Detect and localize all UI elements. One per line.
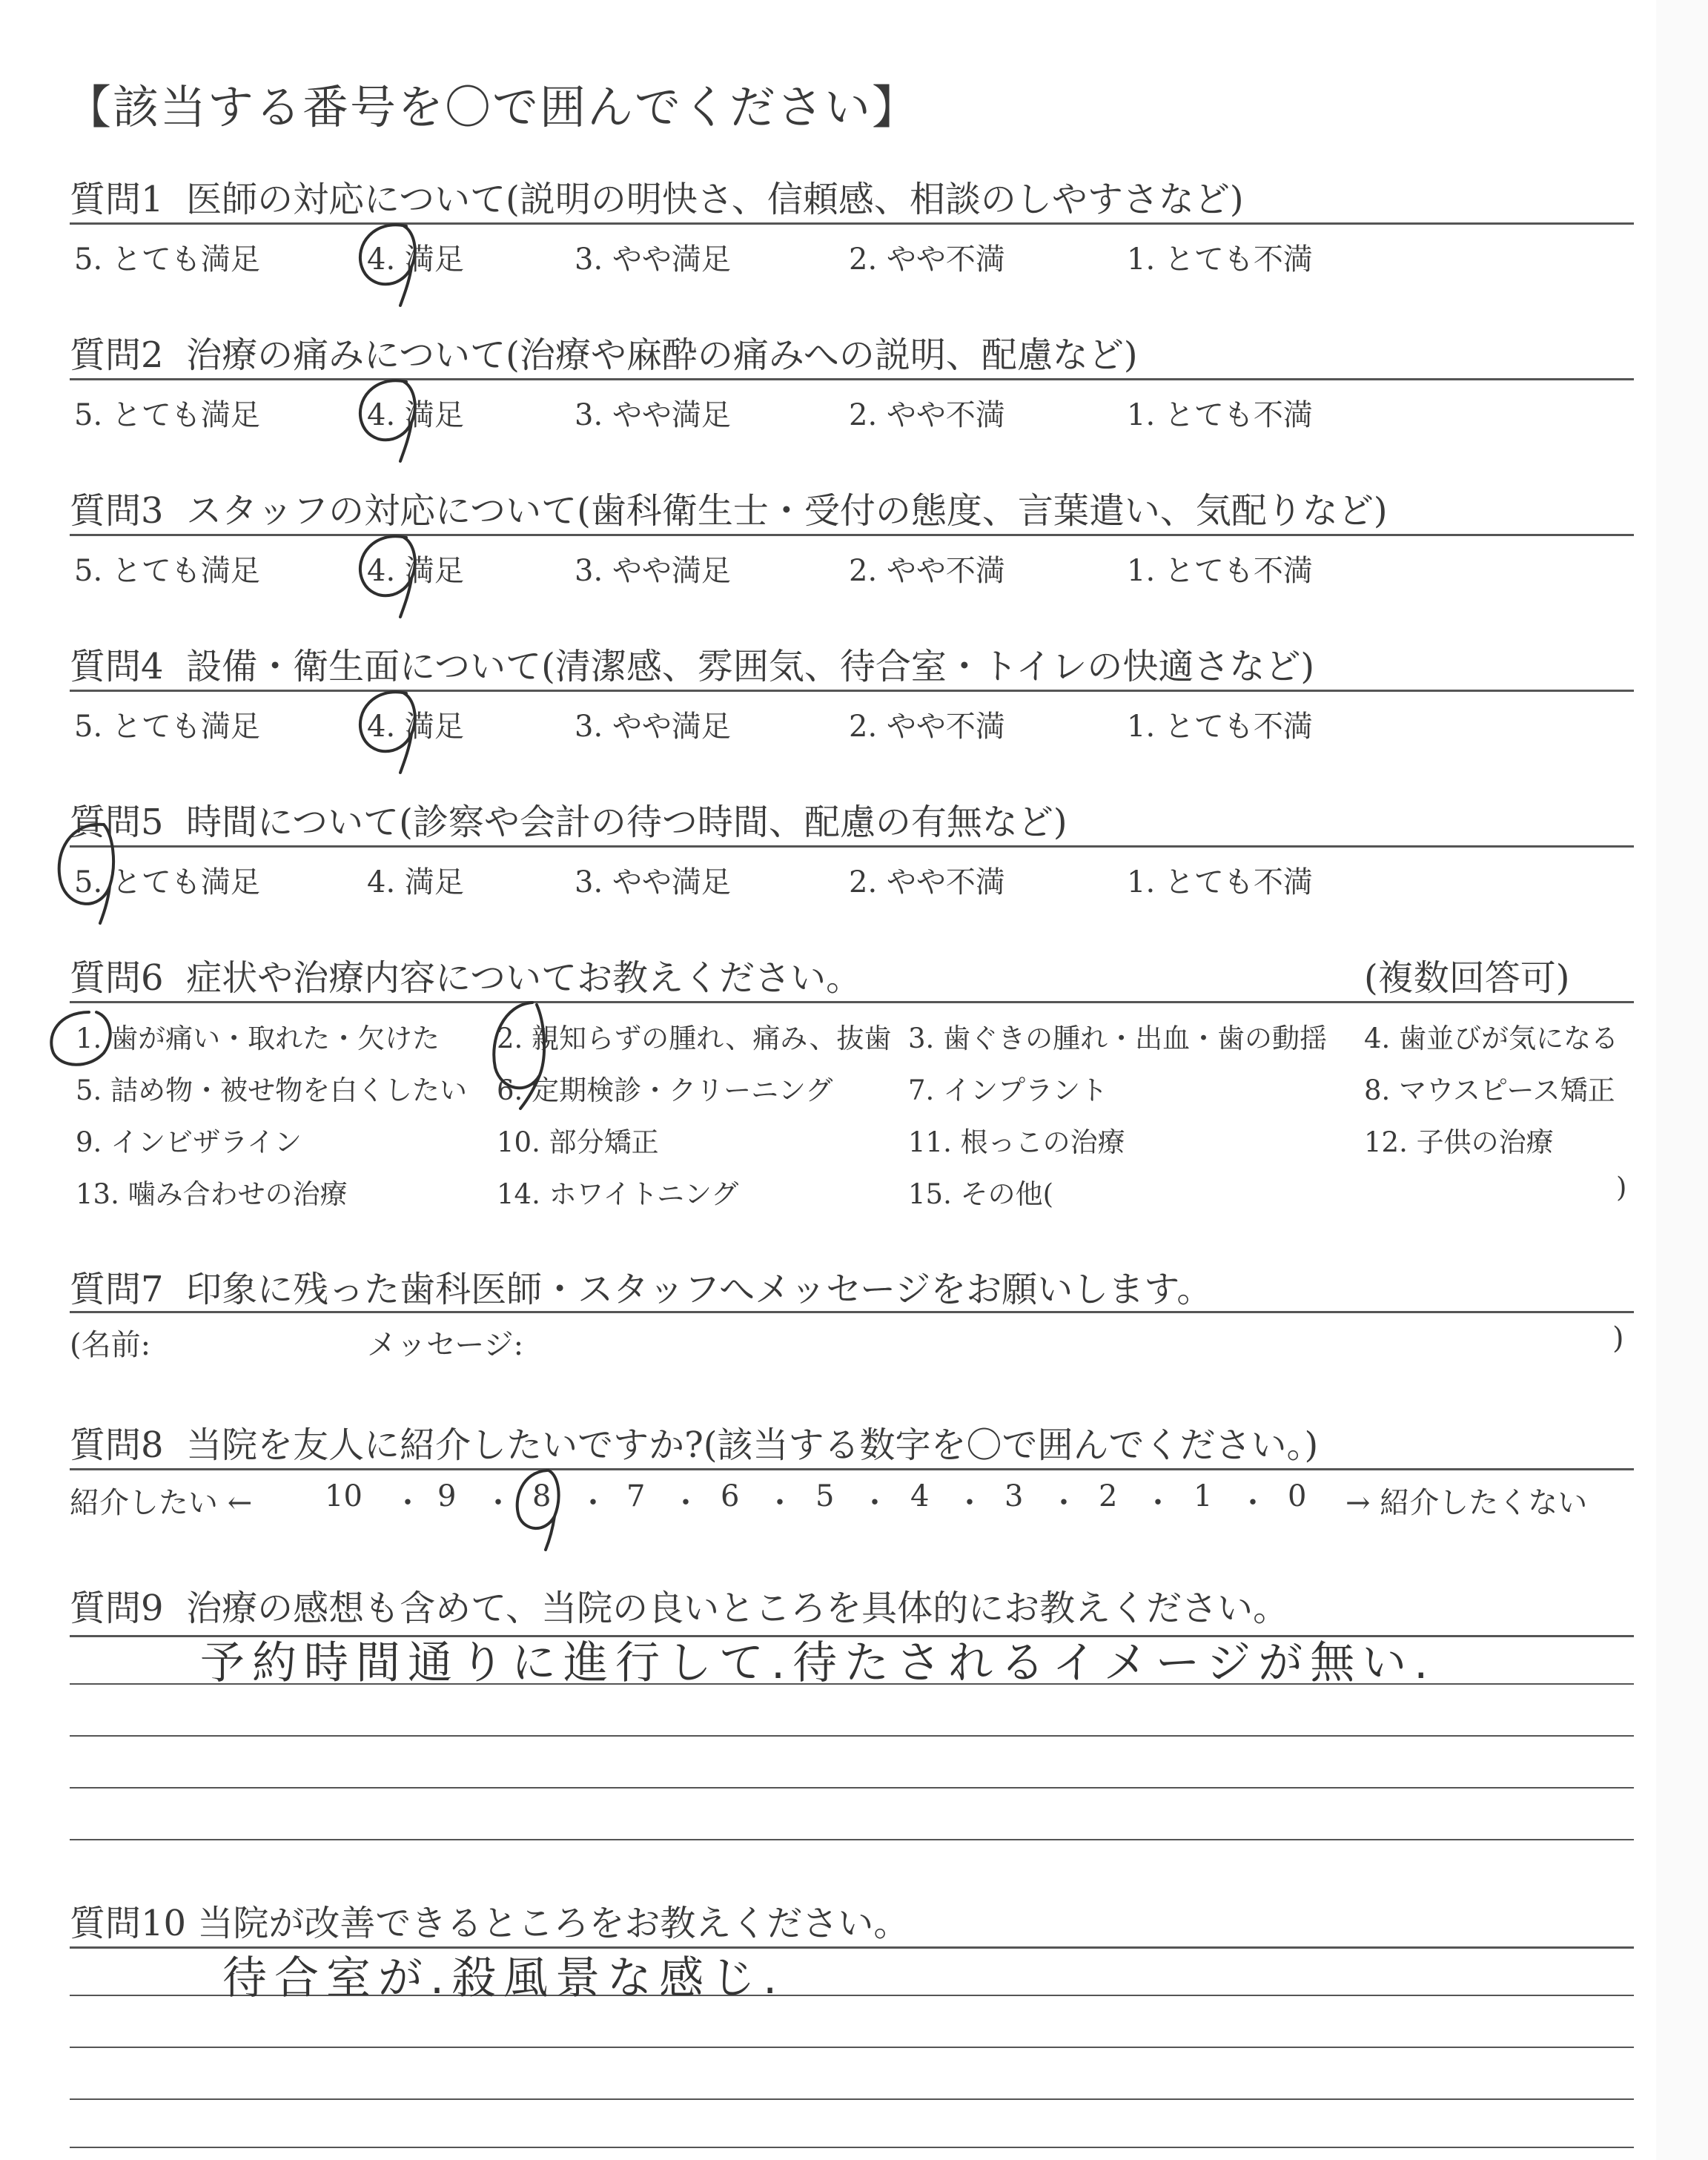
option-4[interactable]: 4. 満足	[367, 242, 464, 277]
scale-dot: ・	[1238, 1486, 1268, 1520]
answer-line	[70, 2147, 1634, 2148]
scale-5[interactable]: 5	[815, 1479, 835, 1513]
symptom-option-11[interactable]: 11. 根っこの治療	[908, 1126, 1125, 1158]
scale-1[interactable]: 1	[1194, 1479, 1213, 1513]
question-rule	[70, 1311, 1634, 1313]
scale-2[interactable]: 2	[1099, 1479, 1118, 1513]
question-rule	[70, 845, 1634, 848]
scale-dot: ・	[765, 1486, 795, 1520]
recommend-left-label: 紹介したい ←	[70, 1486, 253, 1520]
recommend-right-label: → 紹介したくない	[1345, 1486, 1588, 1520]
multiple-answer-note: (複数回答可)	[1364, 957, 1570, 999]
option-3[interactable]: 3. やや満足	[575, 710, 731, 744]
message-close-paren: )	[1612, 1321, 1624, 1355]
question-label: 質問4 設備・衛生面について(清潔感、雰囲気、待合室・トイレの快適さなど)	[70, 646, 1315, 687]
scale-3[interactable]: 3	[1004, 1479, 1024, 1513]
symptom-option-10[interactable]: 10. 部分矯正	[497, 1126, 659, 1158]
scan-edge-shadow	[1656, 0, 1708, 2160]
question-rule	[70, 534, 1634, 536]
answer-line	[70, 2047, 1634, 2048]
question-rule	[70, 1001, 1634, 1003]
question-label: 質問6 症状や治療内容についてお教えください。	[70, 957, 862, 999]
option-3[interactable]: 3. やや満足	[575, 242, 731, 277]
scale-9[interactable]: 9	[437, 1479, 457, 1513]
answer-line	[70, 1839, 1634, 1840]
symptom-option-15[interactable]: 15. その他(	[908, 1178, 1054, 1210]
scale-dot: ・	[860, 1486, 890, 1520]
symptom-option-7[interactable]: 7. インプラント	[908, 1074, 1108, 1106]
option-5[interactable]: 5. とても満足	[74, 242, 260, 277]
symptom-option-4[interactable]: 4. 歯並びが気になる	[1364, 1023, 1619, 1054]
scale-dot: ・	[1049, 1486, 1079, 1520]
option-4[interactable]: 4. 満足	[367, 398, 464, 432]
symptom-option-6[interactable]: 6. 定期検診・クリーニング	[497, 1074, 833, 1106]
scale-10[interactable]: 10	[325, 1479, 363, 1513]
answer-line	[70, 1735, 1634, 1737]
name-label: (名前:	[70, 1328, 151, 1362]
question-rule	[70, 378, 1634, 380]
symptom-option-5[interactable]: 5. 詰め物・被せ物を白くしたい	[76, 1074, 468, 1106]
option-5[interactable]: 5. とても満足	[74, 554, 260, 588]
question-label: 質問2 治療の痛みについて(治療や麻酔の痛みへの説明、配慮など)	[70, 334, 1138, 376]
scale-7[interactable]: 7	[626, 1479, 646, 1513]
option-1[interactable]: 1. とても不満	[1127, 554, 1313, 588]
option-1[interactable]: 1. とても不満	[1127, 398, 1313, 432]
option-5[interactable]: 5. とても満足	[74, 865, 260, 899]
question-label: 質問7 印象に残った歯科医師・スタッフへメッセージをお願いします。	[70, 1269, 1213, 1310]
option-2[interactable]: 2. やや不満	[849, 554, 1005, 588]
question-label: 質問9 治療の感想も含めて、当院の良いところを具体的にお教えください。	[70, 1588, 1289, 1629]
scale-dot: ・	[671, 1486, 701, 1520]
option-3[interactable]: 3. やや満足	[575, 398, 731, 432]
symptom-option-14[interactable]: 14. ホワイトニング	[497, 1178, 739, 1210]
other-close-paren: )	[1616, 1172, 1627, 1203]
option-1[interactable]: 1. とても不満	[1127, 710, 1313, 744]
answer-line	[70, 2098, 1634, 2100]
option-1[interactable]: 1. とても不満	[1127, 242, 1313, 277]
handwritten-answer: 予約時間通りに進行して.待たされるイメージが無い.	[200, 1637, 1436, 1689]
answer-line	[70, 1787, 1634, 1789]
scale-4[interactable]: 4	[910, 1479, 930, 1513]
question-rule	[70, 222, 1634, 225]
handwritten-answer: 待合室が.殺風景な感じ.	[222, 1952, 785, 2004]
option-4[interactable]: 4. 満足	[367, 554, 464, 588]
symptom-option-1[interactable]: 1. 歯が痛い・取れた・欠けた	[76, 1023, 440, 1054]
scale-dot: ・	[955, 1486, 984, 1520]
scale-8[interactable]: 8	[532, 1479, 552, 1513]
scale-dot: ・	[578, 1486, 608, 1520]
option-4[interactable]: 4. 満足	[367, 865, 464, 899]
option-3[interactable]: 3. やや満足	[575, 554, 731, 588]
symptom-option-13[interactable]: 13. 噛み合わせの治療	[76, 1178, 348, 1210]
symptom-option-9[interactable]: 9. インビザライン	[76, 1126, 302, 1158]
option-3[interactable]: 3. やや満足	[575, 865, 731, 899]
question-rule	[70, 1468, 1634, 1470]
option-2[interactable]: 2. やや不満	[849, 242, 1005, 277]
scale-0[interactable]: 0	[1288, 1479, 1307, 1513]
option-5[interactable]: 5. とても満足	[74, 710, 260, 744]
option-1[interactable]: 1. とても不満	[1127, 865, 1313, 899]
question-label: 質問10 当院が改善できるところをお教えください。	[70, 1903, 910, 1944]
question-label: 質問1 医師の対応について(説明の明快さ、信頼感、相談のしやすさなど)	[70, 179, 1244, 220]
option-2[interactable]: 2. やや不満	[849, 398, 1005, 432]
option-4[interactable]: 4. 満足	[367, 710, 464, 744]
option-5[interactable]: 5. とても満足	[74, 398, 260, 432]
symptom-option-3[interactable]: 3. 歯ぐきの腫れ・出血・歯の動揺	[908, 1023, 1328, 1054]
symptom-option-12[interactable]: 12. 子供の治療	[1364, 1126, 1554, 1158]
scale-dot: ・	[1143, 1486, 1173, 1520]
scale-dot: ・	[393, 1486, 423, 1520]
option-2[interactable]: 2. やや不満	[849, 710, 1005, 744]
message-label: メッセージ:	[367, 1328, 524, 1362]
scale-dot: ・	[483, 1486, 513, 1520]
question-rule	[70, 690, 1634, 692]
symptom-option-2[interactable]: 2. 親知らずの腫れ、痛み、抜歯	[497, 1023, 892, 1054]
symptom-option-8[interactable]: 8. マウスピース矯正	[1364, 1074, 1615, 1106]
scale-6[interactable]: 6	[721, 1479, 740, 1513]
question-label: 質問5 時間について(診察や会計の待つ時間、配慮の有無など)	[70, 802, 1068, 843]
option-2[interactable]: 2. やや不満	[849, 865, 1005, 899]
question-label: 質問3 スタッフの対応について(歯科衛生士・受付の態度、言葉遣い、気配りなど)	[70, 490, 1388, 532]
form-title: 【該当する番号を〇で囲んでください】	[65, 80, 920, 134]
question-label: 質問8 当院を友人に紹介したいですか?(該当する数字を〇で囲んでください。)	[70, 1424, 1319, 1466]
